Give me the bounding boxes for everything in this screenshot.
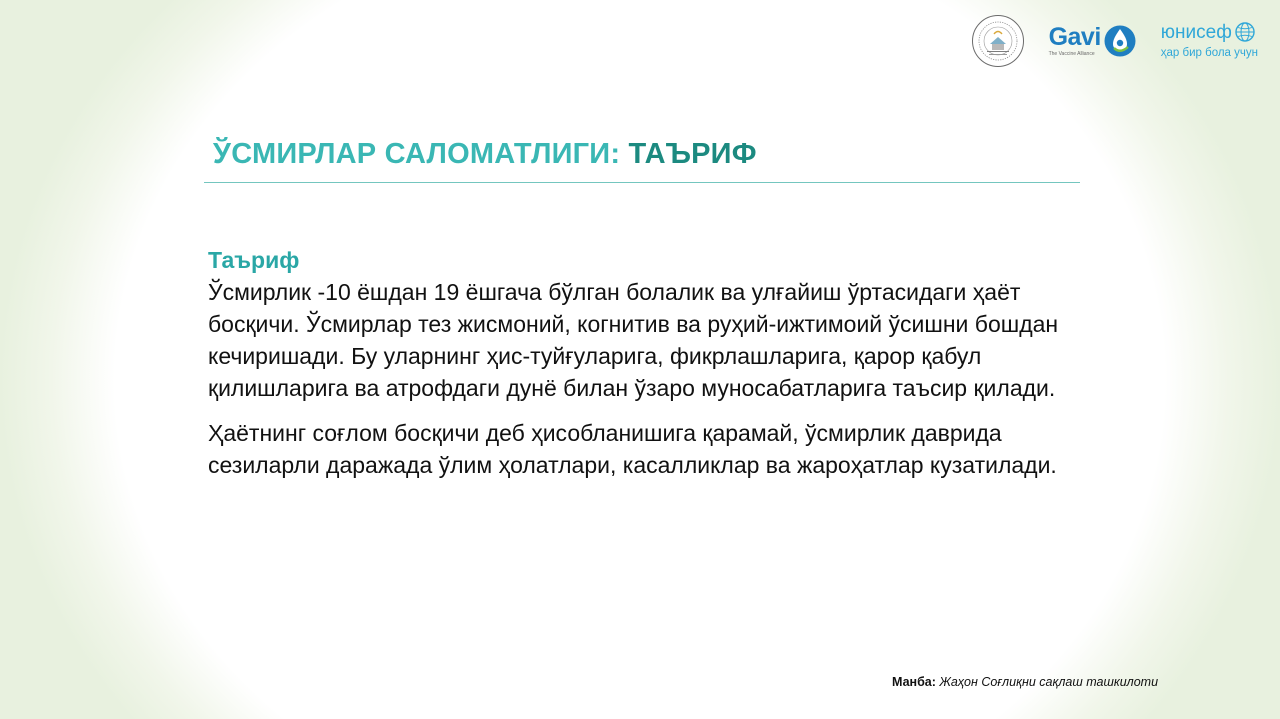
definition-subheading: Таъриф [208, 247, 300, 273]
slide-title [213, 138, 757, 171]
body-content [208, 244, 1068, 481]
source-value: Жаҳон Соғлиқни сақлаш ташкилоти [939, 675, 1159, 689]
globe-icon [1235, 22, 1255, 42]
title-divider [204, 182, 1080, 183]
slide-title-accent: ТАЪРИФ [628, 138, 757, 170]
gavi-subline: The Vaccine Alliance [1048, 51, 1095, 57]
definition-paragraph: Ўсмирлик -10 ёшдан 19 ёшгача бўлган болалик ва улғайиш ўртасидаги ҳаёт босқичи. Ўсмирлар тез жисмоний, когнитив ва руҳий-ижтимоий ўсишни бошдан кечиришади. Бу уларнинг ҳис-туйғуларига, фикрлашларига, қарор қабул қилишларига ва атрофдаги дунё билан ўзаро муносабатларига таъсир қилади. [208, 279, 1059, 401]
partner-logos [971, 14, 1258, 68]
ministry-seal-icon [971, 14, 1025, 68]
gavi-logo [1049, 24, 1137, 58]
gavi-wordmark: Gavi [1048, 23, 1101, 51]
unicef-logo [1161, 22, 1258, 60]
mortality-paragraph: Ҳаётнинг соғлом босқичи деб ҳисобланишига қарамай, ўсмирлик даврида сезиларли даражада ўлим ҳолатлари, касалликлар ва жароҳатлар кузатилади. [208, 420, 1057, 478]
unicef-wordmark: юнисеф [1160, 21, 1232, 43]
slide-title-main: ЎСМИРЛАР САЛОМАТЛИГИ: [213, 138, 629, 170]
unicef-tagline: ҳар бир бола учун [1160, 47, 1258, 60]
source-note [892, 675, 1158, 689]
source-label: Манба: [892, 675, 936, 689]
gavi-drop-icon [1103, 24, 1137, 58]
